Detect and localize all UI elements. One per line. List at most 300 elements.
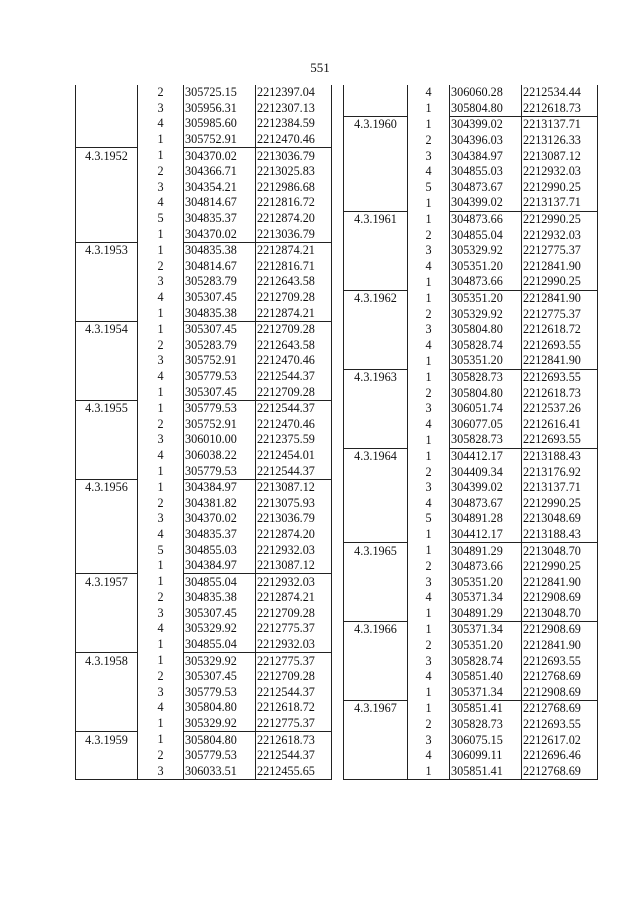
- y-coordinate-cell: 2212775.37: [522, 243, 598, 259]
- table-row: [76, 353, 332, 369]
- point-number-cell: 4: [157, 700, 164, 715]
- point-number-cell: 4: [157, 526, 164, 541]
- table-row: [344, 353, 598, 369]
- y-coordinate-cell: 2212616.41: [522, 416, 598, 432]
- x-coordinate-cell: 305779.53: [184, 463, 256, 479]
- y-coordinate-cell: 2212544.37: [256, 748, 332, 764]
- table-row: [76, 290, 332, 306]
- point-number-cell: 1: [425, 622, 432, 637]
- table-row: [76, 700, 332, 716]
- y-coordinate-cell: 2212618.73: [256, 732, 332, 748]
- point-number-cell: 1: [425, 543, 432, 558]
- point-number-cell: 2: [157, 590, 164, 605]
- x-coordinate-cell: 305851.40: [450, 669, 522, 685]
- point-number-cell: 2: [425, 559, 432, 574]
- x-coordinate-cell: 304891.29: [450, 543, 522, 559]
- y-coordinate-cell: 2213137.71: [522, 117, 598, 133]
- y-coordinate-cell: 2213048.70: [522, 543, 598, 559]
- y-coordinate-cell: 2212709.28: [256, 384, 332, 400]
- y-coordinate-cell: 2212544.37: [256, 400, 332, 416]
- table-row: [76, 400, 332, 416]
- x-coordinate-cell: 305779.53: [184, 400, 256, 416]
- table-row: [76, 764, 332, 780]
- table-row: [344, 448, 598, 464]
- table-row: [76, 637, 332, 653]
- x-coordinate-cell: 306038.22: [184, 448, 256, 464]
- y-coordinate-cell: 2213188.43: [522, 448, 598, 464]
- x-coordinate-cell: 304384.97: [450, 148, 522, 164]
- point-number-cell: 1: [425, 274, 432, 289]
- parcel-id-cell: [344, 717, 408, 733]
- table-row: [344, 480, 598, 496]
- point-number-cell: 3: [425, 243, 432, 258]
- parcel-id-cell: [76, 685, 138, 701]
- point-number-cell: 4: [425, 258, 432, 273]
- table-row: [76, 653, 332, 669]
- y-coordinate-cell: 2212693.55: [522, 369, 598, 385]
- table-row: [344, 164, 598, 180]
- table-row: [344, 495, 598, 511]
- point-number-cell: 1: [425, 448, 432, 463]
- y-coordinate-cell: 2212768.69: [522, 764, 598, 780]
- point-number-cell: 3: [157, 684, 164, 699]
- point-number-cell: 1: [425, 290, 432, 305]
- x-coordinate-cell: 304814.67: [184, 259, 256, 275]
- x-coordinate-cell: 304873.66: [450, 274, 522, 290]
- table-row: [344, 385, 598, 401]
- table-row: [76, 85, 332, 101]
- y-coordinate-cell: 2212693.55: [522, 338, 598, 354]
- x-coordinate-cell: 305828.74: [450, 653, 522, 669]
- table-row: [76, 448, 332, 464]
- table-row: [76, 748, 332, 764]
- parcel-id-cell: [344, 495, 408, 511]
- x-coordinate-cell: 305985.60: [184, 116, 256, 132]
- x-coordinate-cell: 304855.03: [450, 164, 522, 180]
- table-row: [76, 259, 332, 275]
- x-coordinate-cell: 305351.20: [450, 574, 522, 590]
- parcel-id-cell: [344, 180, 408, 196]
- table-row: [344, 180, 598, 196]
- x-coordinate-cell: 305351.20: [450, 290, 522, 306]
- y-coordinate-cell: 2212990.25: [522, 211, 598, 227]
- x-coordinate-cell: 304835.38: [184, 305, 256, 321]
- table-row: [344, 559, 598, 575]
- x-coordinate-cell: 304412.17: [450, 448, 522, 464]
- point-number-cell: 4: [157, 290, 164, 305]
- point-number-cell: 3: [138, 764, 184, 780]
- table-row: [76, 669, 332, 685]
- point-number-cell: 3: [157, 511, 164, 526]
- table-row: [344, 717, 598, 733]
- x-coordinate-cell: 305851.41: [450, 701, 522, 717]
- x-coordinate-cell: 304370.02: [184, 148, 256, 164]
- y-coordinate-cell: 2212768.69: [522, 669, 598, 685]
- table-row: [76, 338, 332, 354]
- x-coordinate-cell: 305828.73: [450, 369, 522, 385]
- parcel-id-cell: [344, 101, 408, 117]
- table-row: [76, 384, 332, 400]
- table-row: [344, 101, 598, 117]
- x-coordinate-cell: 305307.45: [184, 321, 256, 337]
- parcel-id-cell: [76, 542, 138, 558]
- x-coordinate-cell: 304354.21: [184, 180, 256, 196]
- parcel-id-cell: [76, 590, 138, 606]
- x-coordinate-cell: 305351.20: [450, 259, 522, 275]
- y-coordinate-cell: 2212932.03: [256, 637, 332, 653]
- table-row: [76, 716, 332, 732]
- x-coordinate-cell: 305307.45: [184, 290, 256, 306]
- x-coordinate-cell: 305851.41: [450, 764, 522, 780]
- parcel-id-cell: [76, 527, 138, 543]
- x-coordinate-cell: 305329.92: [450, 306, 522, 322]
- point-number-cell: 1: [425, 606, 432, 621]
- y-coordinate-cell: 2212841.90: [522, 259, 598, 275]
- table-row: [344, 117, 598, 133]
- y-coordinate-cell: 2212537.26: [522, 401, 598, 417]
- x-coordinate-cell: 305283.79: [184, 338, 256, 354]
- x-coordinate-cell: 304873.66: [450, 559, 522, 575]
- point-number-cell: 2: [157, 495, 164, 510]
- y-coordinate-cell: 2212841.90: [522, 290, 598, 306]
- point-number-cell: 4: [157, 447, 164, 462]
- parcel-id-cell: [344, 464, 408, 480]
- x-coordinate-cell: 305329.92: [450, 243, 522, 259]
- x-coordinate-cell: 305752.91: [184, 416, 256, 432]
- parcel-id-cell: [76, 637, 138, 653]
- parcel-id-cell: [76, 305, 138, 321]
- y-coordinate-cell: 2212908.69: [522, 685, 598, 701]
- y-coordinate-cell: 2212544.37: [256, 685, 332, 701]
- y-coordinate-cell: 2212470.46: [256, 132, 332, 148]
- parcel-id-cell: [344, 559, 408, 575]
- y-coordinate-cell: 2213137.71: [522, 195, 598, 211]
- table-row: [76, 558, 332, 574]
- x-coordinate-cell: 306075.15: [450, 732, 522, 748]
- point-number-cell: 3: [157, 353, 164, 368]
- parcel-id-cell: [76, 195, 138, 211]
- parcel-id-cell: 4.3.1962: [344, 290, 408, 306]
- point-number-cell: 2: [425, 385, 432, 400]
- x-coordinate-cell: 304384.97: [184, 558, 256, 574]
- y-coordinate-cell: 2213036.79: [256, 148, 332, 164]
- y-coordinate-cell: 2212693.55: [522, 717, 598, 733]
- point-number-cell: 3: [425, 653, 432, 668]
- page-number: 551: [310, 60, 330, 75]
- point-number-cell: 1: [408, 764, 450, 780]
- y-coordinate-cell: 2212643.58: [256, 274, 332, 290]
- point-number-cell: 4: [425, 669, 432, 684]
- parcel-id-cell: [344, 274, 408, 290]
- point-number-cell: 4: [425, 164, 432, 179]
- table-row: [344, 211, 598, 227]
- table-row: [76, 226, 332, 242]
- point-number-cell: 1: [157, 242, 164, 257]
- x-coordinate-cell: 305307.45: [184, 669, 256, 685]
- point-number-cell: 1: [157, 637, 164, 652]
- table-row: [76, 495, 332, 511]
- point-number-cell: 1: [425, 101, 432, 116]
- x-coordinate-cell: 305828.74: [450, 338, 522, 354]
- parcel-id-cell: [76, 259, 138, 275]
- point-number-cell: 1: [157, 305, 164, 320]
- table-row: [76, 211, 332, 227]
- parcel-id-cell: [344, 638, 408, 654]
- point-number-cell: 1: [425, 195, 432, 210]
- x-coordinate-cell: 305371.34: [450, 590, 522, 606]
- parcel-id-cell: [344, 227, 408, 243]
- table-row: [344, 322, 598, 338]
- point-number-cell: 3: [157, 432, 164, 447]
- parcel-id-cell: 4.3.1960: [344, 117, 408, 133]
- point-number-cell: 1: [157, 716, 164, 731]
- x-coordinate-cell: 304855.03: [184, 542, 256, 558]
- table-row: [344, 701, 598, 717]
- point-number-cell: 2: [157, 164, 164, 179]
- point-number-cell: 1: [425, 701, 432, 716]
- y-coordinate-cell: 2212709.28: [256, 290, 332, 306]
- parcel-id-cell: [344, 353, 408, 369]
- y-coordinate-cell: 2212709.28: [256, 669, 332, 685]
- parcel-id-cell: 4.3.1958: [76, 653, 138, 669]
- parcel-id-cell: 4.3.1953: [76, 242, 138, 258]
- point-number-cell: 2: [425, 717, 432, 732]
- parcel-id-cell: [76, 716, 138, 732]
- parcel-id-cell: [344, 669, 408, 685]
- point-number-cell: 1: [425, 685, 432, 700]
- y-coordinate-cell: 2212618.72: [522, 322, 598, 338]
- point-number-cell: 5: [425, 179, 432, 194]
- parcel-id-cell: [76, 226, 138, 242]
- y-coordinate-cell: 2212696.46: [522, 748, 598, 764]
- y-coordinate-cell: 2212544.37: [256, 369, 332, 385]
- x-coordinate-cell: 306033.51: [184, 764, 256, 780]
- parcel-id-cell: 4.3.1955: [76, 400, 138, 416]
- parcel-id-cell: [344, 164, 408, 180]
- x-coordinate-cell: 304873.66: [450, 211, 522, 227]
- table-row: [344, 133, 598, 149]
- x-coordinate-cell: 304835.37: [184, 527, 256, 543]
- table-row: [76, 479, 332, 495]
- point-number-cell: 4: [157, 621, 164, 636]
- point-number-cell: 1: [157, 574, 164, 589]
- table-row: [344, 574, 598, 590]
- parcel-id-cell: 4.3.1963: [344, 369, 408, 385]
- x-coordinate-cell: 305329.92: [184, 716, 256, 732]
- parcel-id-cell: [344, 432, 408, 448]
- table-row: [344, 511, 598, 527]
- x-coordinate-cell: 305371.34: [450, 622, 522, 638]
- x-coordinate-cell: 305307.45: [184, 606, 256, 622]
- x-coordinate-cell: 304370.02: [184, 226, 256, 242]
- table-row: [344, 464, 598, 480]
- y-coordinate-cell: 2212384.59: [256, 116, 332, 132]
- x-coordinate-cell: 304855.04: [184, 574, 256, 590]
- x-coordinate-cell: 304835.37: [184, 211, 256, 227]
- point-number-cell: 4: [425, 337, 432, 352]
- point-number-cell: 2: [157, 337, 164, 352]
- point-number-cell: 2: [157, 669, 164, 684]
- table-row: [76, 621, 332, 637]
- y-coordinate-cell: 2213126.33: [522, 133, 598, 149]
- point-number-cell: 4: [157, 368, 164, 383]
- point-number-cell: 5: [425, 511, 432, 526]
- x-coordinate-cell: 306060.28: [450, 85, 522, 101]
- x-coordinate-cell: 305828.73: [450, 717, 522, 733]
- y-coordinate-cell: 2212816.71: [256, 259, 332, 275]
- point-number-cell: 3: [425, 732, 432, 747]
- table-row: [344, 338, 598, 354]
- coordinates-table-left: [75, 85, 332, 780]
- point-number-cell: 1: [425, 369, 432, 384]
- parcel-id-cell: [76, 448, 138, 464]
- x-coordinate-cell: 305804.80: [450, 385, 522, 401]
- parcel-id-cell: [76, 116, 138, 132]
- y-coordinate-cell: 2213087.12: [256, 558, 332, 574]
- y-coordinate-cell: 2212874.20: [256, 527, 332, 543]
- point-number-cell: 4: [425, 416, 432, 431]
- parcel-id-cell: [344, 653, 408, 669]
- point-number-cell: 4: [425, 590, 432, 605]
- y-coordinate-cell: 2212775.37: [522, 306, 598, 322]
- y-coordinate-cell: 2213137.71: [522, 480, 598, 496]
- x-coordinate-cell: 306077.05: [450, 416, 522, 432]
- parcel-id-cell: [76, 369, 138, 385]
- y-coordinate-cell: 2212397.04: [256, 85, 332, 101]
- table-row: [344, 748, 598, 764]
- x-coordinate-cell: 304814.67: [184, 195, 256, 211]
- x-coordinate-cell: 305351.20: [450, 353, 522, 369]
- x-coordinate-cell: 306099.11: [450, 748, 522, 764]
- y-coordinate-cell: 2212693.55: [522, 653, 598, 669]
- point-number-cell: 4: [157, 195, 164, 210]
- parcel-id-cell: 4.3.1952: [76, 148, 138, 164]
- y-coordinate-cell: 2212908.69: [522, 622, 598, 638]
- x-coordinate-cell: 305307.45: [184, 384, 256, 400]
- parcel-id-cell: [344, 590, 408, 606]
- parcel-id-cell: [344, 306, 408, 322]
- parcel-id-cell: 4.3.1954: [76, 321, 138, 337]
- parcel-id-cell: [344, 416, 408, 432]
- y-coordinate-cell: 2212618.72: [256, 700, 332, 716]
- parcel-id-cell: [344, 148, 408, 164]
- table-row: [76, 416, 332, 432]
- parcel-id-cell: [76, 101, 138, 117]
- table-row: [344, 669, 598, 685]
- table-row: [344, 606, 598, 622]
- x-coordinate-cell: 305804.80: [184, 732, 256, 748]
- parcel-id-cell: [76, 211, 138, 227]
- parcel-id-cell: [344, 764, 408, 780]
- point-number-cell: 1: [157, 384, 164, 399]
- table-row: [344, 401, 598, 417]
- parcel-id-cell: [344, 133, 408, 149]
- parcel-id-cell: [76, 606, 138, 622]
- table-row: [76, 242, 332, 258]
- y-coordinate-cell: 2212470.46: [256, 416, 332, 432]
- table-row: [76, 305, 332, 321]
- table-row: [76, 148, 332, 164]
- point-number-cell: 3: [157, 100, 164, 115]
- point-number-cell: 3: [425, 322, 432, 337]
- x-coordinate-cell: 305725.15: [184, 85, 256, 101]
- point-number-cell: 1: [425, 527, 432, 542]
- table-row: [344, 416, 598, 432]
- y-coordinate-cell: 2212307.13: [256, 101, 332, 117]
- parcel-id-cell: 4.3.1965: [344, 543, 408, 559]
- point-number-cell: 3: [157, 605, 164, 620]
- parcel-id-cell: [76, 748, 138, 764]
- x-coordinate-cell: 304396.03: [450, 133, 522, 149]
- point-number-cell: 3: [425, 480, 432, 495]
- parcel-id-cell: [344, 527, 408, 543]
- x-coordinate-cell: 304873.67: [450, 180, 522, 196]
- y-coordinate-cell: 2212775.37: [256, 621, 332, 637]
- y-coordinate-cell: 2212617.02: [522, 732, 598, 748]
- table-row: [344, 764, 598, 780]
- y-coordinate-cell: 2212932.03: [522, 164, 598, 180]
- x-coordinate-cell: 304891.29: [450, 606, 522, 622]
- parcel-id-cell: [344, 574, 408, 590]
- table-row: [344, 195, 598, 211]
- y-coordinate-cell: 2212544.37: [256, 463, 332, 479]
- point-number-cell: 1: [157, 321, 164, 336]
- point-number-cell: 1: [157, 148, 164, 163]
- parcel-id-cell: [76, 85, 138, 101]
- x-coordinate-cell: 304855.04: [450, 227, 522, 243]
- table-row: [76, 463, 332, 479]
- parcel-id-cell: 4.3.1956: [76, 479, 138, 495]
- y-coordinate-cell: 2212643.58: [256, 338, 332, 354]
- table-row: [76, 432, 332, 448]
- parcel-id-cell: [344, 732, 408, 748]
- y-coordinate-cell: 2212709.28: [256, 321, 332, 337]
- x-coordinate-cell: 304409.34: [450, 464, 522, 480]
- point-number-cell: 1: [157, 732, 164, 747]
- table-row: [76, 685, 332, 701]
- table-row: [76, 195, 332, 211]
- parcel-id-cell: [344, 243, 408, 259]
- point-number-cell: 3: [157, 274, 164, 289]
- parcel-id-cell: [344, 195, 408, 211]
- parcel-id-cell: [76, 180, 138, 196]
- y-coordinate-cell: 2212874.21: [256, 242, 332, 258]
- parcel-id-cell: [76, 432, 138, 448]
- y-coordinate-cell: 2212816.72: [256, 195, 332, 211]
- parcel-id-cell: [344, 606, 408, 622]
- y-coordinate-cell: 2212841.90: [522, 353, 598, 369]
- table-row: [344, 622, 598, 638]
- point-number-cell: 2: [157, 416, 164, 431]
- point-number-cell: 1: [425, 117, 432, 132]
- x-coordinate-cell: 305371.34: [450, 685, 522, 701]
- y-coordinate-cell: 2212841.90: [522, 574, 598, 590]
- x-coordinate-cell: 304381.82: [184, 495, 256, 511]
- point-number-cell: 3: [425, 574, 432, 589]
- y-coordinate-cell: 2213188.43: [522, 527, 598, 543]
- x-coordinate-cell: 305804.80: [184, 700, 256, 716]
- table-row: [344, 732, 598, 748]
- x-coordinate-cell: 305956.31: [184, 101, 256, 117]
- table-row: [344, 274, 598, 290]
- x-coordinate-cell: 305779.53: [184, 748, 256, 764]
- point-number-cell: 1: [157, 400, 164, 415]
- y-coordinate-cell: 2212932.03: [522, 227, 598, 243]
- y-coordinate-cell: 2212470.46: [256, 353, 332, 369]
- parcel-id-cell: 4.3.1964: [344, 448, 408, 464]
- point-number-cell: 3: [425, 401, 432, 416]
- table-row: [344, 590, 598, 606]
